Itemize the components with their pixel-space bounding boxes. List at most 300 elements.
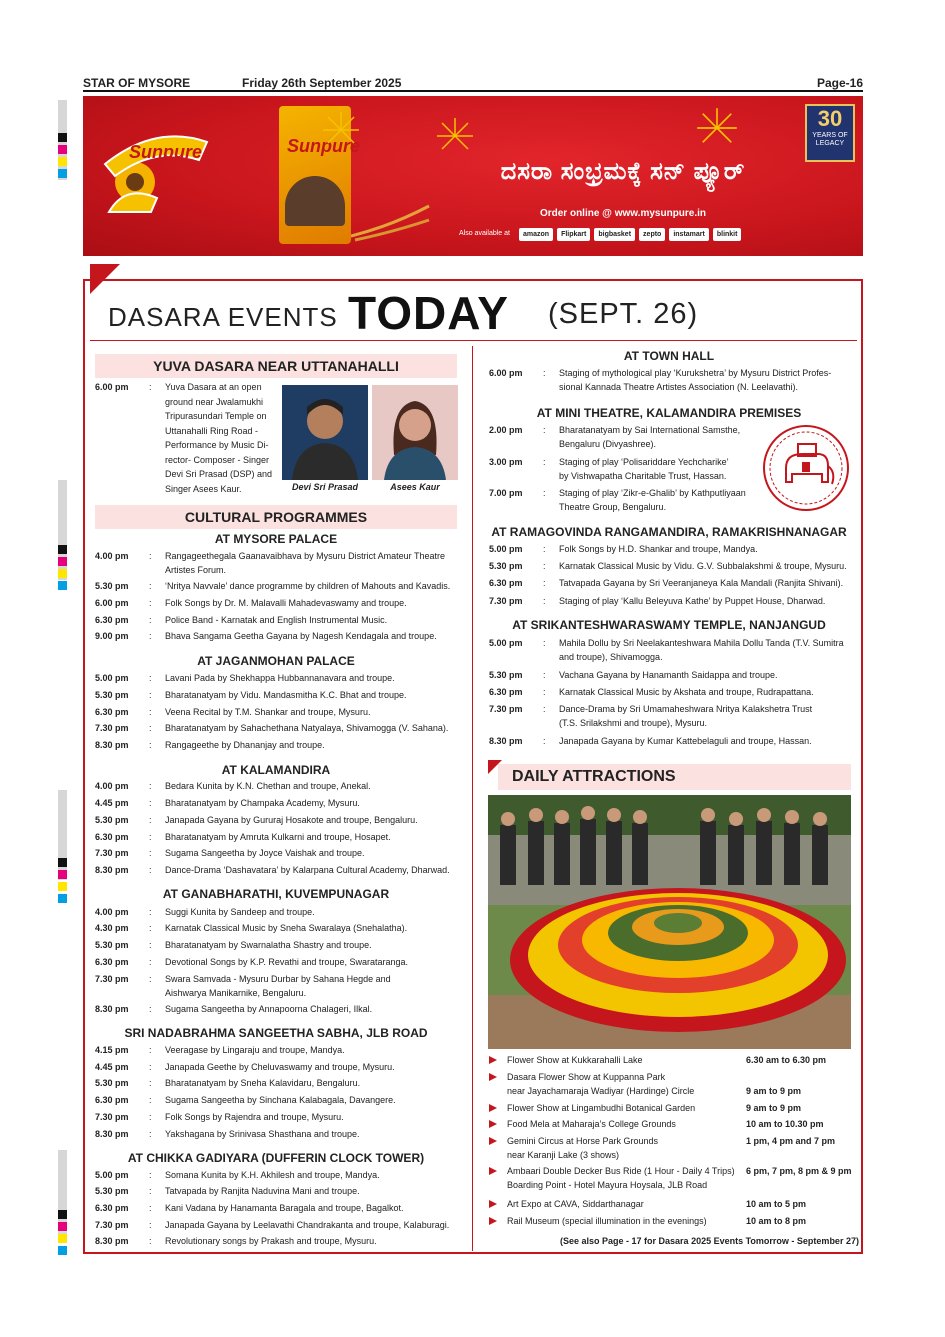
masthead: [83, 74, 863, 92]
event-description: Police Band - Karnatak and English Instrumental Music.: [165, 615, 388, 625]
event-row: [95, 1043, 465, 1057]
event-row: [489, 559, 854, 573]
arrow-icon: [489, 1056, 497, 1064]
attraction-hours: 6 pm, 7 pm, 8 pm & 9 pm: [746, 1166, 852, 1176]
event-description: Veena Recital by T.M. Shankar and troupe, Mysuru.: [165, 707, 371, 717]
event-row: [95, 846, 465, 860]
event-time: 5.30 pm: [95, 940, 129, 950]
arrow-icon: [489, 1120, 497, 1128]
event-time: 9.00 pm: [95, 631, 129, 641]
event-colon: :: [149, 798, 152, 808]
event-description: [559, 486, 746, 514]
flower-show-photo: [488, 795, 851, 1049]
event-row: [489, 702, 854, 730]
store-blinkit: blinkit: [713, 228, 742, 241]
event-row: [95, 613, 465, 627]
event-colon: :: [149, 581, 152, 591]
event-colon: :: [149, 551, 152, 561]
event-time: 5.30 pm: [95, 690, 129, 700]
event-colon: :: [149, 1186, 152, 1196]
event-time: 5.30 pm: [489, 561, 523, 571]
event-description: Bharatanatyam by Swarnalatha Shastry and troupe.: [165, 940, 372, 950]
event-colon: :: [543, 736, 546, 746]
attraction-name: [507, 1164, 747, 1192]
event-row: [95, 955, 465, 969]
event-colon: :: [543, 425, 546, 435]
event-colon: :: [149, 832, 152, 842]
event-row: [95, 688, 465, 702]
event-description: Folk Songs by H.D. Shankar and troupe, Mandya.: [559, 544, 758, 554]
event-description: [559, 636, 844, 664]
event-row: [489, 636, 854, 664]
event-line: and troupe), Shivamogga.: [559, 652, 663, 662]
event-time: 2.00 pm: [489, 425, 523, 435]
attraction-hours: 10 am to 5 pm: [746, 1199, 807, 1209]
event-time: 7.30 pm: [489, 596, 523, 606]
event-colon: :: [149, 940, 152, 950]
event-line: Singer Asees Kaur.: [165, 483, 242, 494]
event-colon: :: [149, 974, 152, 984]
event-colon: :: [149, 907, 152, 917]
event-colon: :: [149, 707, 152, 717]
page-number: Page-16: [816, 76, 863, 90]
event-row: [95, 972, 465, 1000]
event-colon: :: [149, 382, 152, 392]
event-line: Dance-Drama by Sri Umamaheshwara Nritya Kalakshetra Trust: [559, 704, 813, 714]
event-row: [95, 629, 465, 643]
event-time: 6.30 pm: [95, 832, 129, 842]
event-row: [489, 366, 854, 394]
event-description: Devotional Songs by K.P. Revathi and troupe, Swarataranga.: [165, 957, 408, 967]
event-line: Bengaluru (Divyashree).: [559, 439, 657, 449]
event-row: [95, 796, 465, 810]
event-line: Staging of play ‘Polisariddare Yechcharike’: [559, 457, 729, 467]
photo-devi-sri-prasad: [282, 385, 368, 480]
event-row: [95, 738, 465, 752]
event-colon: :: [543, 457, 546, 467]
event-row: [489, 594, 854, 608]
event-line: Rangageethegala Gaanavaibhava by Mysuru District Amateur Theatre: [165, 551, 445, 561]
venue-heading: AT TOWN HALL: [623, 349, 715, 363]
event-colon: :: [149, 957, 152, 967]
event-colon: :: [149, 615, 152, 625]
event-yuva: [95, 380, 275, 500]
event-line: Artistes Forum.: [165, 565, 227, 575]
registration-mark: [58, 569, 67, 578]
event-line: Uttanahalli Ring Road -: [165, 425, 259, 436]
event-row: [95, 705, 465, 719]
event-description: Bedara Kunita by K.N. Chethan and troupe, Anekal.: [165, 781, 371, 791]
arrow-icon: [489, 1200, 497, 1208]
attraction-line: near Jayachamaraja Wadiyar (Hardinge) Circle: [507, 1086, 695, 1096]
event-time: 8.30 pm: [95, 865, 129, 875]
store-amazon: amazon: [519, 228, 553, 241]
registration-mark: [58, 157, 67, 166]
event-line: (T.S. Srilakshmi and troupe), Mysuru.: [559, 718, 708, 728]
attraction-row: [489, 1117, 854, 1131]
event-row: [95, 721, 465, 735]
venue-heading: AT MINI THEATRE, KALAMANDIRA PREMISES: [536, 406, 802, 420]
arrow-icon: [489, 1073, 497, 1081]
event-description: Rangageethe by Dhananjay and troupe.: [165, 740, 325, 750]
attraction-row: [489, 1214, 854, 1228]
event-row: [489, 423, 749, 451]
event-colon: :: [149, 1129, 152, 1139]
event-row: [489, 576, 854, 590]
issue-date: Friday 26th September 2025: [242, 76, 402, 90]
page-title: [108, 284, 808, 339]
store-instamart: instamart: [669, 228, 709, 241]
event-line: Performance by Music Di-: [165, 440, 269, 450]
attraction-row: [489, 1134, 854, 1162]
event-row: [95, 1002, 465, 1016]
event-colon: :: [149, 1004, 152, 1014]
registration-mark: [58, 1234, 67, 1243]
event-time: 5.30 pm: [95, 1078, 129, 1088]
event-row: [95, 1127, 465, 1141]
event-line: Devi Sri Prasad (DSP) and: [165, 469, 273, 479]
event-description: [559, 423, 740, 451]
event-time: 6.30 pm: [95, 1095, 129, 1105]
sunpure-advertisement: [83, 96, 863, 256]
photo-asees-kaur: [372, 385, 458, 480]
event-description: [165, 549, 465, 577]
event-description: Kani Vadana by Hanamanta Baragala and troupe, Bagalkot.: [165, 1203, 404, 1213]
title-today: TODAY: [348, 287, 509, 339]
badge-number: 30: [817, 106, 843, 131]
event-description: Lavani Pada by Shekhappa Hubbannanavara and troupe.: [165, 673, 395, 683]
event-description: [165, 380, 275, 496]
event-colon: :: [543, 544, 546, 554]
event-line: Mahila Dollu by Sri Neelakanteshwara Mahila Dollu Tanda (T.V. Sumitra: [559, 638, 844, 648]
registration-mark: [58, 1222, 67, 1231]
event-description: Folk Songs by Rajendra and troupe, Mysuru.: [165, 1112, 344, 1122]
event-time: 5.00 pm: [489, 544, 523, 554]
registration-mark: [58, 133, 67, 142]
firework-icon: [435, 116, 475, 156]
attraction-row: [489, 1053, 854, 1067]
event-row: [95, 1076, 465, 1090]
event-description: [559, 455, 729, 483]
event-description: Veeragase by Lingaraju and troupe, Mandya.: [165, 1045, 345, 1055]
attraction-hours: 6.30 am to 6.30 pm: [746, 1055, 827, 1065]
event-description: Janapada Geethe by Cheluvaswamy and troupe, Mysuru.: [165, 1062, 395, 1072]
event-description: Janapada Gayana by Kumar Kattebelaguli and troupe, Hassan.: [559, 736, 812, 746]
divider: [90, 340, 857, 341]
event-colon: :: [543, 670, 546, 680]
event-time: 6.30 pm: [95, 615, 129, 625]
registration-mark: [58, 1246, 67, 1255]
event-colon: :: [149, 815, 152, 825]
title-part-1: DASARA EVENTS: [108, 302, 338, 332]
event-time: 5.30 pm: [95, 1186, 129, 1196]
event-time: 7.30 pm: [489, 704, 523, 714]
event-description: Bharatanatyam by Sneha Kalavidaru, Bengaluru.: [165, 1078, 361, 1088]
event-row: [95, 830, 465, 844]
event-description: Bharatanatyam by Amruta Kulkarni and troupe, Hosapet.: [165, 832, 391, 842]
sunpure-logo: [95, 124, 215, 216]
section-heading-yuva: YUVA DASARA NEAR UTTANAHALLI: [95, 354, 457, 378]
registration-mark: [58, 557, 67, 566]
event-row: [95, 671, 465, 685]
ad-kannada-slogan: ದಸರಾ ಸಂಭ್ರಮಕ್ಕೆ ಸನ್ ಪ್ಯೂರ್: [500, 158, 746, 185]
event-line: Theatre Group, Bengaluru.: [559, 502, 667, 512]
event-time: 5.00 pm: [489, 638, 523, 648]
registration-mark: [58, 581, 67, 590]
event-row: [95, 863, 465, 877]
event-description: Karnatak Classical Music by Akshata and troupe, Rudrapattana.: [559, 687, 814, 697]
event-description: [559, 366, 831, 394]
event-colon: :: [149, 781, 152, 791]
attraction-name: [507, 1134, 747, 1162]
legacy-badge: [805, 104, 855, 162]
wheat-icon: [351, 196, 431, 242]
attraction-hours: 10 am to 8 pm: [746, 1216, 807, 1226]
event-description: Vachana Gayana by Hanamanth Saidappa and troupe.: [559, 670, 778, 680]
event-row: [95, 1201, 465, 1215]
event-time: 7.00 pm: [489, 488, 523, 498]
attraction-hours: 1 pm, 4 pm and 7 pm: [746, 1136, 836, 1146]
attraction-name: [507, 1070, 747, 1098]
event-row: [95, 921, 465, 935]
event-colon: :: [149, 723, 152, 733]
attraction-line: near Karanji Lake (3 shows): [507, 1150, 620, 1160]
event-colon: :: [543, 596, 546, 606]
attraction-line: Boarding Point - Hotel Mayura Hoysala, JLB Road: [507, 1180, 708, 1190]
event-colon: :: [543, 488, 546, 498]
event-description: Sugama Sangeetha by Annapoorna Chalageri, Ilkal.: [165, 1004, 373, 1014]
event-row: [95, 549, 465, 577]
registration-mark: [58, 882, 67, 891]
event-row: [95, 779, 465, 793]
event-time: 8.30 pm: [489, 736, 523, 746]
event-time: 8.30 pm: [95, 1004, 129, 1014]
registration-mark: [58, 894, 67, 903]
event-time: 8.30 pm: [95, 740, 129, 750]
event-row: [95, 596, 465, 610]
event-line: sional Kannada Theatre Artistes Association (N. Leelavathi).: [559, 382, 798, 392]
event-time: 3.00 pm: [489, 457, 523, 467]
event-colon: :: [149, 631, 152, 641]
event-row: [95, 1218, 465, 1232]
event-time: 6.00 pm: [95, 382, 129, 392]
logo-text: Sunpure: [129, 142, 203, 162]
event-row: [95, 1184, 465, 1198]
attraction-hours: 9 am to 9 pm: [746, 1086, 802, 1096]
event-description: Bhava Sangama Geetha Gayana by Nagesh Kendagala and troupe.: [165, 631, 437, 641]
store-flipkart: Flipkart: [557, 228, 590, 241]
see-also-note: (See also Page - 17 for Dasara 2025 Events Tomorrow - September 27): [560, 1236, 859, 1246]
venue-heading: AT GANABHARATHI, KUVEMPUNAGAR: [162, 887, 390, 901]
event-description: Tatvapada by Ranjita Naduvina Mani and troupe.: [165, 1186, 360, 1196]
event-colon: :: [149, 923, 152, 933]
attraction-row: [489, 1197, 854, 1211]
arrow-icon: [489, 1104, 497, 1112]
event-colon: :: [149, 740, 152, 750]
event-line: rector- Composer - Singer: [165, 454, 270, 465]
event-time: 4.00 pm: [95, 551, 129, 561]
event-row: [95, 1110, 465, 1124]
arrow-icon: [489, 1167, 497, 1175]
arrow-icon: [489, 1137, 497, 1145]
event-colon: :: [149, 865, 152, 875]
event-time: 4.00 pm: [95, 781, 129, 791]
attraction-hours: 10 am to 10.30 pm: [746, 1119, 824, 1129]
event-line: ground near Jwalamukhi: [165, 396, 264, 407]
event-line: Yuva Dasara at an open: [165, 382, 262, 392]
event-description: ‘Nritya Navvale’ dance programme by children of Mahouts and Kavadis.: [165, 581, 451, 591]
event-row: [489, 734, 854, 748]
event-description: Sugama Sangeetha by Joyce Vaishak and troupe.: [165, 848, 365, 858]
attraction-row: [489, 1101, 854, 1115]
event-description: Dance-Drama ‘Dashavatara’ by Kalarpana Cultural Academy, Dharwad.: [165, 865, 450, 875]
event-description: Revolutionary songs by Prakash and troupe, Mysuru.: [165, 1236, 377, 1246]
event-colon: :: [149, 690, 152, 700]
event-time: 8.30 pm: [95, 1129, 129, 1139]
arrow-icon: [489, 1217, 497, 1225]
event-row: [95, 813, 465, 827]
section-heading-daily: DAILY ATTRACTIONS: [498, 764, 851, 790]
event-row: [95, 905, 465, 919]
attraction-hours: 9 am to 9 pm: [746, 1103, 802, 1113]
event-time: 8.30 pm: [95, 1236, 129, 1246]
event-colon: :: [149, 1170, 152, 1180]
event-time: 5.30 pm: [95, 581, 129, 591]
attraction-name: Food Mela at Maharaja’s College Grounds: [507, 1119, 676, 1129]
event-row: [95, 1093, 465, 1107]
venue-heading: AT SRIKANTESHWARASWAMY TEMPLE, NANJANGUD: [512, 618, 826, 632]
event-description: Karnatak Classical Music by Vidu. G.V. Subbalakshmi & troupe, Mysuru.: [559, 561, 847, 571]
event-time: 6.30 pm: [489, 578, 523, 588]
event-time: 5.30 pm: [95, 815, 129, 825]
event-row: [489, 542, 854, 556]
attraction-name: Art Expo at CAVA, Siddarthanagar: [507, 1199, 644, 1209]
event-colon: :: [149, 848, 152, 858]
event-colon: :: [149, 1045, 152, 1055]
event-colon: :: [149, 598, 152, 608]
event-description: [559, 702, 812, 730]
venue-heading: AT CHIKKA GADIYARA (DUFFERIN CLOCK TOWER): [127, 1151, 425, 1165]
event-description: Suggi Kunita by Sandeep and troupe.: [165, 907, 315, 917]
event-line: Staging of play ‘Zikr-e-Ghalib’ by Kathputliyaan: [559, 488, 746, 498]
event-colon: :: [149, 1236, 152, 1246]
ad-also-available: Also available at: [459, 230, 510, 237]
event-description: Yakshagana by Srinivasa Shasthana and troupe.: [165, 1129, 360, 1139]
event-line: Staging of mythological play ‘Kurukshetra’ by Mysuru District Profes-: [559, 368, 832, 378]
event-time: 7.30 pm: [95, 1220, 129, 1230]
event-colon: :: [543, 561, 546, 571]
pack-label: Sunpure: [287, 136, 361, 156]
store-zepto: zepto: [639, 228, 665, 241]
title-date: (SEPT. 26): [548, 298, 699, 330]
event-colon: :: [149, 1095, 152, 1105]
event-description: Karnatak Classical Music by Sneha Swaralaya (Snehalatha).: [165, 923, 408, 933]
event-row: [489, 685, 854, 699]
event-colon: :: [543, 638, 546, 648]
event-colon: :: [149, 1078, 152, 1088]
registration-mark: [58, 858, 67, 867]
pack-food-image: [285, 176, 345, 226]
event-time: 5.00 pm: [95, 673, 129, 683]
event-time: 6.30 pm: [95, 707, 129, 717]
event-colon: :: [149, 1203, 152, 1213]
event-time: 6.30 pm: [489, 687, 523, 697]
event-time: 7.30 pm: [95, 974, 129, 984]
venue-heading: AT MYSORE PALACE: [214, 532, 338, 546]
attraction-name: Flower Show at Lingambudhi Botanical Garden: [507, 1103, 696, 1113]
event-description: Somana Kunita by K.H. Akhilesh and troupe, Mandya.: [165, 1170, 380, 1180]
registration-mark: [58, 870, 67, 879]
event-line: Swara Samvada - Mysuru Durbar by Sahana Hegde and: [165, 974, 391, 984]
venue-heading: AT RAMAGOVINDA RANGAMANDIRA, RAMAKRISHNANAGAR: [491, 525, 847, 539]
section-heading-cultural: CULTURAL PROGRAMMES: [95, 505, 457, 529]
event-row: [489, 455, 749, 483]
column-divider: [472, 346, 473, 1251]
event-description: Bharatanatyam by Champaka Academy, Mysuru.: [165, 798, 360, 808]
registration-mark: [58, 545, 67, 554]
dasara-elephant-emblem-icon: [762, 424, 850, 512]
event-row: [95, 579, 465, 593]
event-time: 5.00 pm: [95, 1170, 129, 1180]
badge-text: LEGACY: [815, 140, 845, 147]
event-row: [95, 1168, 465, 1182]
event-description: Tatvapada Gayana by Sri Veeranjaneya Kala Mandali (Ranjita Shivani).: [559, 578, 844, 588]
event-description: Janapada Gayana by Leelavathi Chandrakanta and troupe, Kalaburagi.: [165, 1220, 450, 1230]
venue-heading: AT JAGANMOHAN PALACE: [197, 654, 355, 668]
event-time: 6.30 pm: [95, 1203, 129, 1213]
attraction-name: Flower Show at Kukkarahalli Lake: [507, 1055, 643, 1065]
badge-text: YEARS OF: [812, 132, 848, 139]
attraction-line: Gemini Circus at Horse Park Grounds: [507, 1136, 659, 1146]
event-line: Bharatanatyam by Sai International Samsthe,: [559, 425, 741, 435]
event-time: 4.45 pm: [95, 1062, 129, 1072]
event-row: [95, 1060, 465, 1074]
event-description: Bharatanatyam by Vidu. Mandasmitha K.C. Bhat and troupe.: [165, 690, 407, 700]
event-row: [489, 668, 854, 682]
store-logos: [519, 228, 741, 241]
event-time: 7.30 pm: [95, 1112, 129, 1122]
event-time: 6.00 pm: [489, 368, 523, 378]
event-time: 5.30 pm: [489, 670, 523, 680]
event-time: 4.30 pm: [95, 923, 129, 933]
event-colon: :: [543, 368, 546, 378]
registration-mark: [58, 169, 67, 178]
event-time: 7.30 pm: [95, 848, 129, 858]
attraction-row: [489, 1070, 854, 1098]
event-time: 4.15 pm: [95, 1045, 129, 1055]
registration-mark: [58, 1210, 67, 1219]
event-description: Folk Songs by Dr. M. Malavalli Mahadevaswamy and troupe.: [165, 598, 407, 608]
attraction-name: Rail Museum (special illumination in the evenings): [507, 1216, 707, 1226]
event-colon: :: [149, 1220, 152, 1230]
event-colon: :: [149, 1062, 152, 1072]
event-line: Aishwarya Manikarnike, Bengaluru.: [165, 988, 307, 998]
event-line: by Vishwapatha Charitable Trust, Hassan.: [559, 471, 727, 481]
event-time: 6.00 pm: [95, 598, 129, 608]
event-row: [95, 938, 465, 952]
firework-icon: [695, 106, 739, 150]
event-time: 4.45 pm: [95, 798, 129, 808]
event-description: Janapada Gayana by Gururaj Hosakote and troupe, Bengaluru.: [165, 815, 418, 825]
attraction-line: Dasara Flower Show at Kuppanna Park: [507, 1072, 666, 1082]
ad-order-online: Order online @ www.mysunpure.in: [539, 208, 707, 219]
attraction-row: [489, 1164, 854, 1192]
event-colon: :: [149, 1112, 152, 1122]
event-description: Sugama Sangeetha by Sinchana Kalabagala, Davangere.: [165, 1095, 396, 1105]
venue-heading: SRI NADABRAHMA SANGEETHA SABHA, JLB ROAD: [124, 1026, 428, 1040]
caption-asees-kaur: Asees Kaur: [390, 482, 440, 492]
event-line: Tripurasundari Temple on: [165, 411, 267, 421]
